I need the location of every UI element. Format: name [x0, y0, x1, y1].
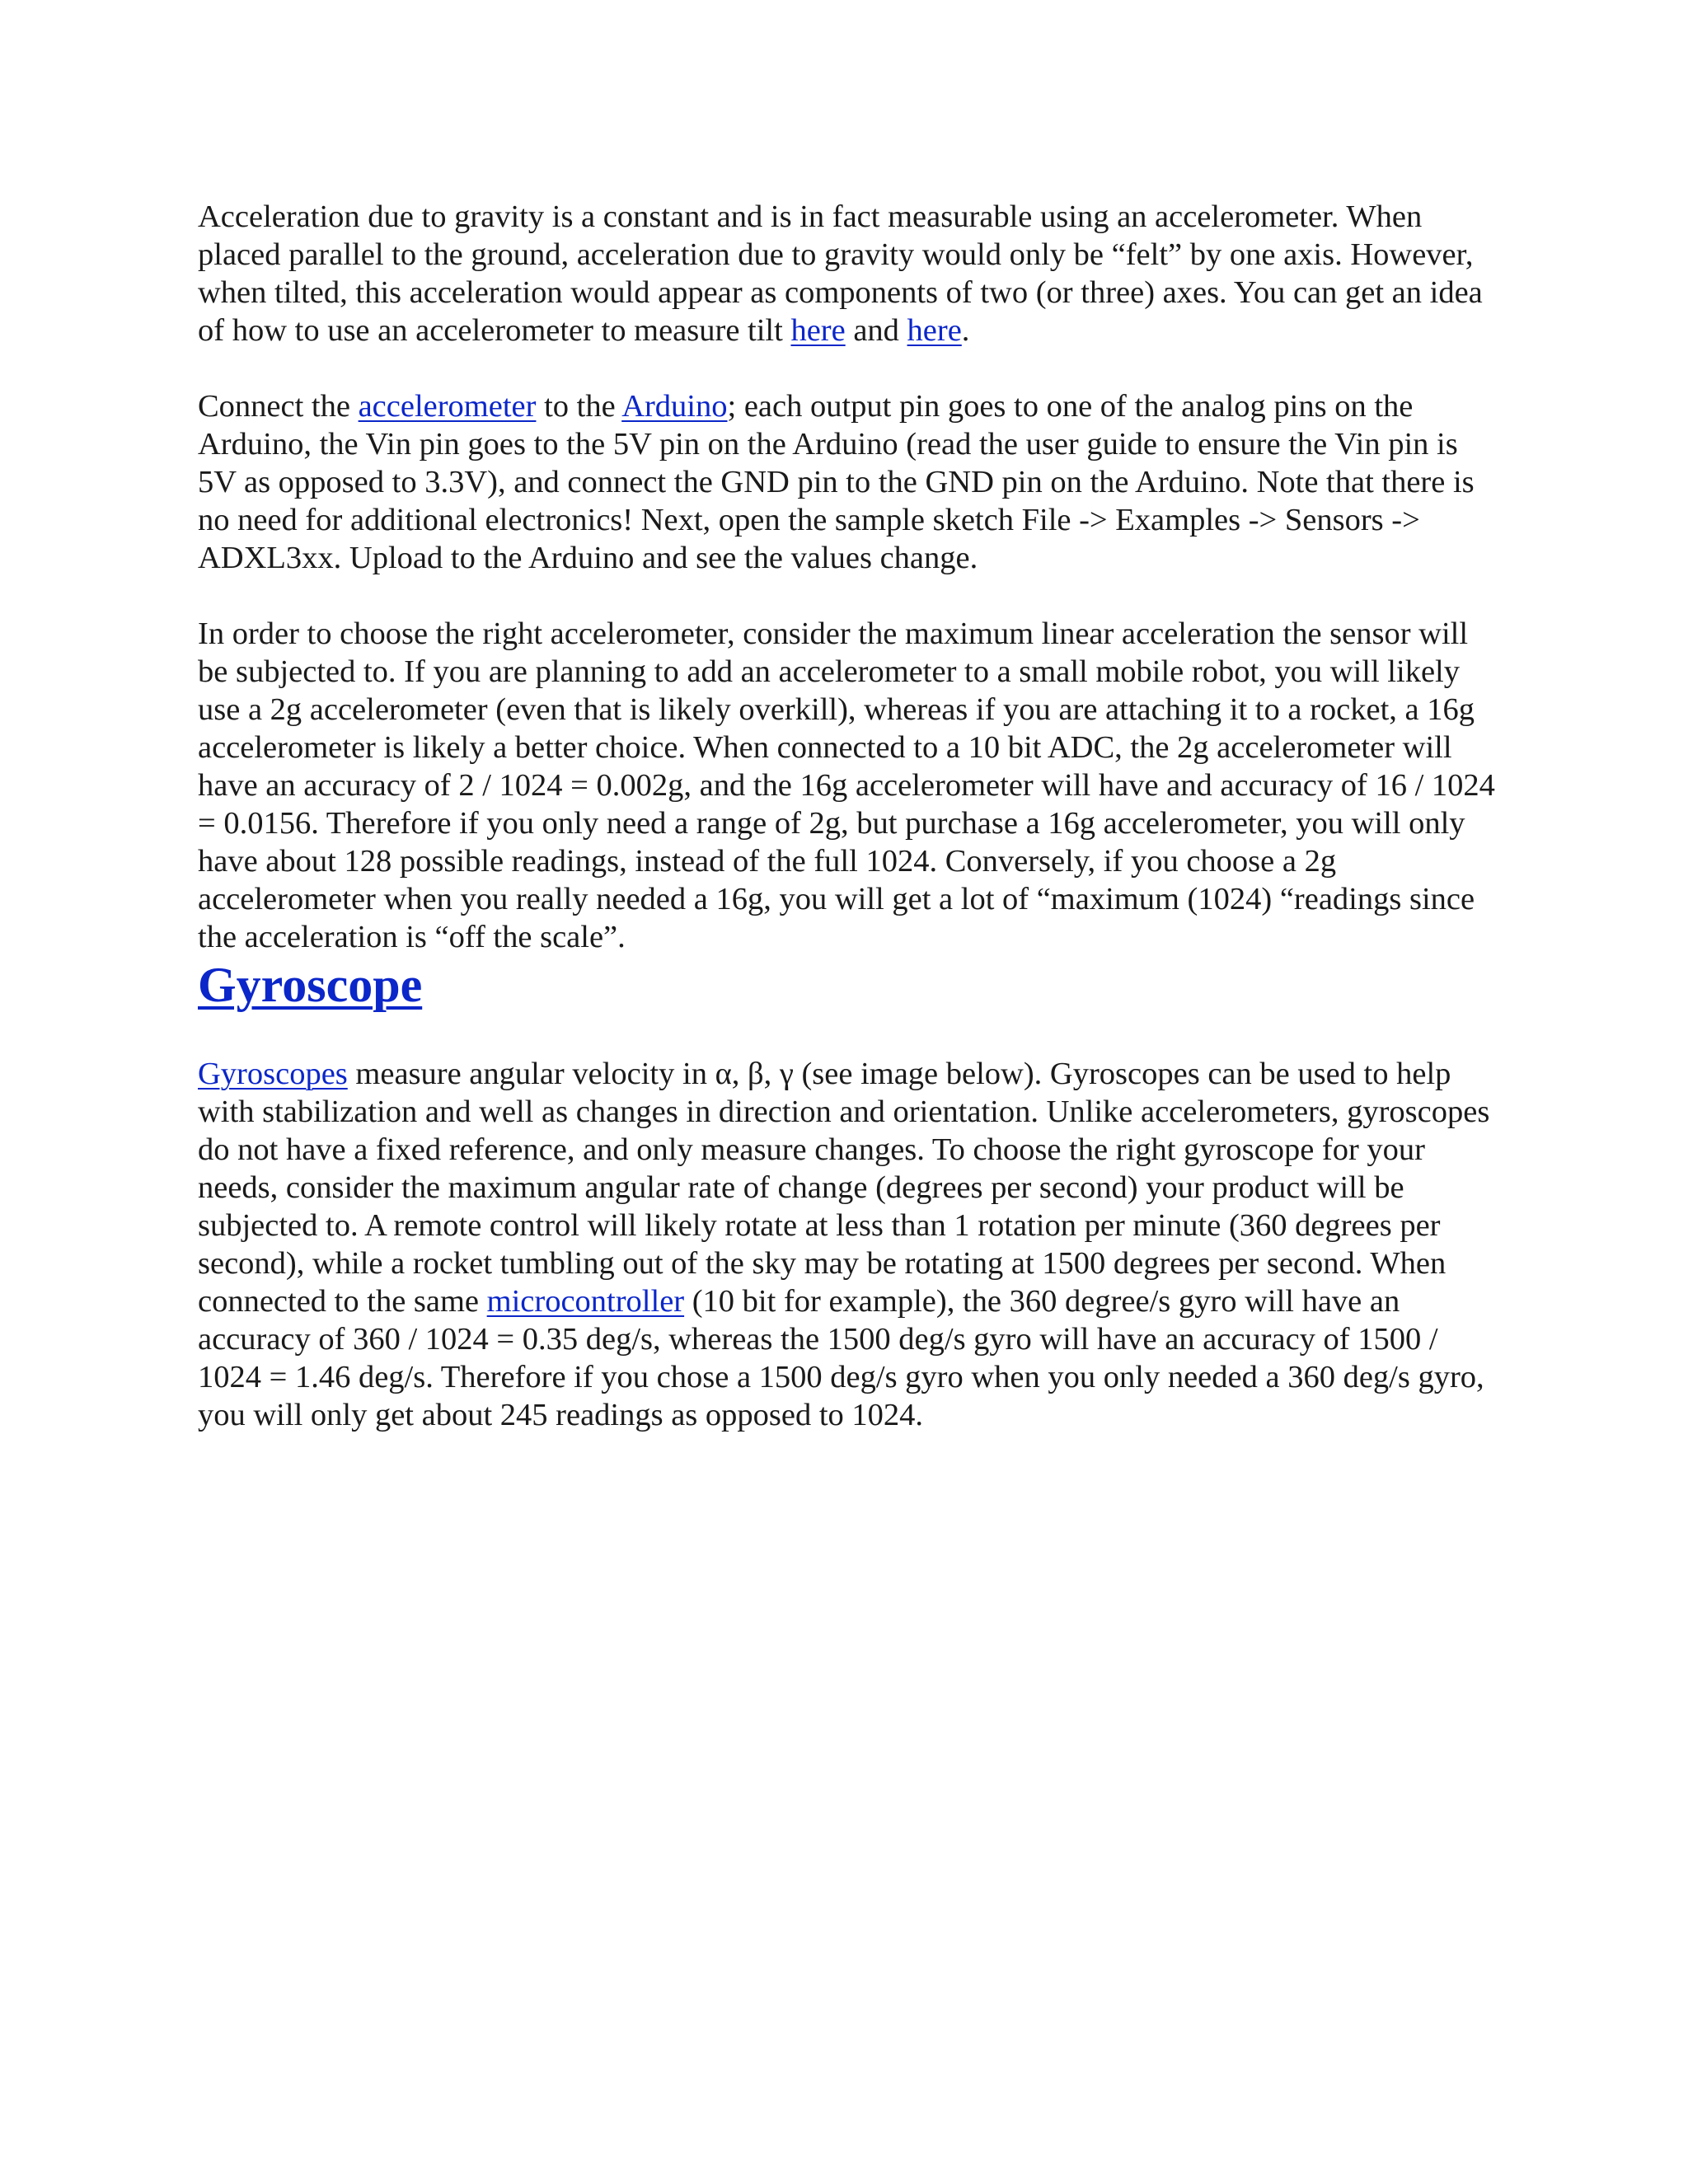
link-microcontroller[interactable]: microcontroller: [486, 1284, 685, 1319]
paragraph-choose: [198, 615, 1500, 956]
paragraph-text: ; each output pin goes to one of the analog pins on the Arduino, the Vin pin goes to the 5V pin on the Arduino (read the user guide to ensure the Vin pin is 5V as opposed to 3.3V), and connect the GND pin to the GND pin on the Arduino. Note that there is no need for additional electronics! Next, open the sample sketch File -> Examples -> Sensors -> ADXL3xx. Upload to the Arduino and see the values change.: [198, 389, 1475, 575]
document-page: [198, 198, 1500, 1434]
paragraph-text: In order to choose the right accelerometer, consider the maximum linear acceleration the sensor will be subjected to. If you are planning to add an accelerometer to a small mobile robot, you will likely use a 2g accelerometer (even that is likely overkill), whereas if you are attaching it to a rocket, a 16g accelerometer is likely a better choice. When connected to a 10 bit ADC, the 2g accelerometer will have an accuracy of 2 / 1024 = 0.002g, and the 16g accelerometer will have and accuracy of 16 / 1024 = 0.0156. Therefore if you only need a range of 2g, but purchase a 16g accelerometer, you will only have about 128 possible readings, instead of the full 1024. Conversely, if you choose a 2g accelerometer when you really needed a 16g, you will get a lot of “maximum (1024) “readings since the acceleration is “off the scale”.: [198, 616, 1495, 954]
paragraph-text: (10 bit for example), the 360 degree/s gyro will have an accuracy of 360 / 1024 = 0.35 deg/s, whereas the 1500 deg/s gyro will have an accuracy of 1500 / 1024 = 1.46 deg/s. Therefore if you chose a 1500 deg/s gyro when you only needed a 360 deg/s gyro, you will only get about 245 readings as opposed to 1024.: [198, 1284, 1484, 1432]
paragraph-text: Connect the: [198, 389, 359, 424]
paragraph-connect: [198, 387, 1500, 577]
gyroscope-heading-link[interactable]: Gyroscope: [198, 958, 423, 1012]
link-gyroscopes[interactable]: Gyroscopes: [198, 1057, 348, 1091]
link-arduino[interactable]: Arduino: [621, 389, 728, 424]
link-here[interactable]: here: [907, 313, 962, 348]
paragraphs-after: [198, 1055, 1500, 1434]
section-heading-gyroscope: [198, 956, 1500, 1014]
paragraph-gravity: [198, 198, 1500, 349]
paragraphs-before: [198, 198, 1500, 956]
paragraph-text: measure angular velocity in α, β, γ (see image below). Gyroscopes can be used to help with stabilization and well as changes in direction and orientation. Unlike accelerometers, gyroscopes do not have a fixed reference, and only measure changes. To choose the right gyroscope for your needs, consider the maximum angular rate of change (degrees per second) your product will be subjected to. A remote control will likely rotate at less than 1 rotation per minute (360 degrees per second), while a rocket tumbling out of the sky may be rotating at 1500 degrees per second. When connected to the same: [198, 1057, 1490, 1319]
paragraph-text: .: [961, 313, 970, 348]
paragraph-gyro: [198, 1055, 1500, 1434]
link-here[interactable]: here: [790, 313, 846, 348]
link-accelerometer[interactable]: accelerometer: [358, 389, 537, 424]
paragraph-text: to the: [536, 389, 622, 424]
paragraph-text: Acceleration due to gravity is a constant and is in fact measurable using an accelerometer. When placed parallel to the ground, acceleration due to gravity would only be “felt” by one axis. However, when tilted, this acceleration would appear as components of two (or three) axes. You can get an idea of how to use an accelerometer to measure tilt: [198, 199, 1483, 348]
paragraph-text: and: [845, 313, 907, 348]
